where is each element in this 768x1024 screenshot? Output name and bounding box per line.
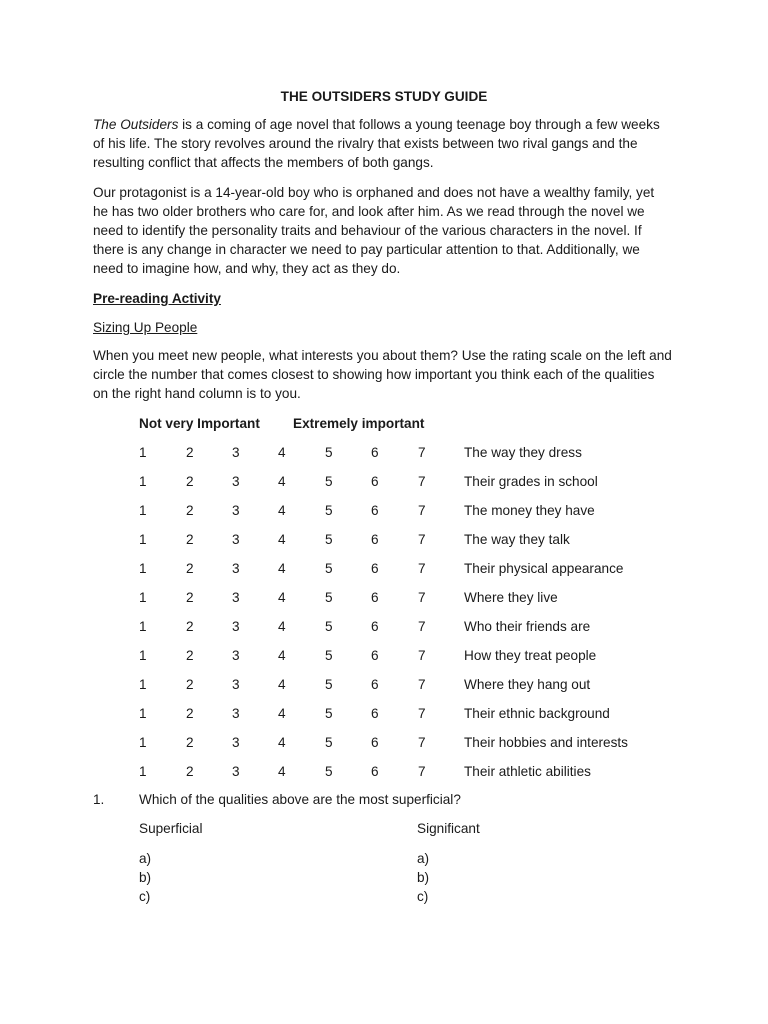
- rating-row: [0, 762, 768, 791]
- rating-option-6[interactable]: 6: [371, 590, 379, 605]
- quality-label: Their athletic abilities: [464, 764, 591, 779]
- rating-option-3[interactable]: 3: [232, 561, 240, 576]
- intro-paragraph: [93, 115, 673, 172]
- rating-option-7[interactable]: 7: [418, 706, 426, 721]
- prereading-heading: Pre-reading Activity: [93, 291, 221, 306]
- rating-row: [0, 559, 768, 588]
- rating-row: [0, 472, 768, 501]
- rating-option-1[interactable]: 1: [139, 764, 147, 779]
- rating-option-6[interactable]: 6: [371, 735, 379, 750]
- rating-row: [0, 617, 768, 646]
- rating-option-2[interactable]: 2: [186, 445, 194, 460]
- answer-label: a): [417, 851, 430, 866]
- rating-option-3[interactable]: 3: [232, 474, 240, 489]
- rating-option-6[interactable]: 6: [371, 764, 379, 779]
- rating-option-2[interactable]: 2: [186, 735, 194, 750]
- rating-option-7[interactable]: 7: [418, 764, 426, 779]
- rating-option-4[interactable]: 4: [278, 532, 286, 547]
- rating-option-1[interactable]: 1: [139, 561, 147, 576]
- rating-option-5[interactable]: 5: [325, 503, 333, 518]
- superficial-column-heading: Superficial: [139, 821, 203, 836]
- protagonist-paragraph: Our protagonist is a 14-year-old boy who is orphaned and does not have a wealthy family, yet he has two older brothers who care for, and look after him. As we read through the novel we need to identify the personality traits and behaviour of the various characters in the novel. If there is any change in character we need to pay particular attention to that. Additionally, we need to imagine how, and why, they act as they do.: [93, 185, 655, 276]
- rating-option-7[interactable]: 7: [418, 735, 426, 750]
- rating-option-2[interactable]: 2: [186, 474, 194, 489]
- rating-row: [0, 675, 768, 704]
- rating-option-2[interactable]: 2: [186, 503, 194, 518]
- question-text: Which of the qualities above are the most superficial?: [139, 792, 461, 807]
- rating-row: [0, 646, 768, 675]
- rating-option-3[interactable]: 3: [232, 445, 240, 460]
- rating-option-6[interactable]: 6: [371, 532, 379, 547]
- rating-option-3[interactable]: 3: [232, 764, 240, 779]
- rating-option-5[interactable]: 5: [325, 474, 333, 489]
- rating-row: [0, 530, 768, 559]
- significant-column-heading: Significant: [417, 821, 480, 836]
- intro-text: is a coming of age novel that follows a young teenage boy through a few weeks of his life. The story revolves around the rivalry that exists between two rival gangs and the resulting conflict that affects the members of both gangs.: [93, 117, 660, 170]
- rating-row: [0, 501, 768, 530]
- rating-option-1[interactable]: 1: [139, 445, 147, 460]
- quality-label: Where they hang out: [464, 677, 591, 692]
- answer-label: c): [139, 889, 151, 904]
- sizing-heading: Sizing Up People: [93, 320, 198, 335]
- rating-option-2[interactable]: 2: [186, 561, 194, 576]
- quality-label: How they treat people: [464, 648, 597, 663]
- book-title: The Outsiders: [93, 117, 179, 132]
- rating-option-2[interactable]: 2: [186, 532, 194, 547]
- rating-option-1[interactable]: 1: [139, 474, 147, 489]
- rating-option-3[interactable]: 3: [232, 735, 240, 750]
- rating-option-5[interactable]: 5: [325, 677, 333, 692]
- quality-label: Who their friends are: [464, 619, 591, 634]
- rating-option-6[interactable]: 6: [371, 561, 379, 576]
- rating-option-4[interactable]: 4: [278, 764, 286, 779]
- rating-option-4[interactable]: 4: [278, 590, 286, 605]
- rating-option-5[interactable]: 5: [325, 619, 333, 634]
- rating-option-7[interactable]: 7: [418, 532, 426, 547]
- rating-option-4[interactable]: 4: [278, 503, 286, 518]
- rating-option-6[interactable]: 6: [371, 619, 379, 634]
- answer-label: c): [417, 889, 429, 904]
- rating-row: [0, 733, 768, 762]
- quality-label: Their grades in school: [464, 474, 598, 489]
- rating-option-2[interactable]: 2: [186, 677, 194, 692]
- rating-option-4[interactable]: 4: [278, 677, 286, 692]
- answer-label: a): [139, 851, 152, 866]
- rating-option-1[interactable]: 1: [139, 706, 147, 721]
- rating-option-6[interactable]: 6: [371, 474, 379, 489]
- rating-option-6[interactable]: 6: [371, 677, 379, 692]
- rating-table: [0, 443, 768, 791]
- rating-option-2[interactable]: 2: [186, 619, 194, 634]
- rating-option-4[interactable]: 4: [278, 706, 286, 721]
- rating-option-5[interactable]: 5: [325, 532, 333, 547]
- rating-option-6[interactable]: 6: [371, 648, 379, 663]
- rating-option-7[interactable]: 7: [418, 677, 426, 692]
- rating-option-7[interactable]: 7: [418, 648, 426, 663]
- rating-option-5[interactable]: 5: [325, 590, 333, 605]
- rating-option-3[interactable]: 3: [232, 706, 240, 721]
- rating-option-7[interactable]: 7: [418, 561, 426, 576]
- rating-option-3[interactable]: 3: [232, 619, 240, 634]
- rating-option-5[interactable]: 5: [325, 706, 333, 721]
- rating-option-7[interactable]: 7: [418, 619, 426, 634]
- rating-option-4[interactable]: 4: [278, 619, 286, 634]
- rating-option-5[interactable]: 5: [325, 445, 333, 460]
- rating-option-3[interactable]: 3: [232, 648, 240, 663]
- rating-option-2[interactable]: 2: [186, 706, 194, 721]
- rating-option-5[interactable]: 5: [325, 648, 333, 663]
- rating-row: [0, 588, 768, 617]
- scale-high-label: Extremely important: [293, 416, 425, 431]
- rating-option-4[interactable]: 4: [278, 561, 286, 576]
- answer-label: b): [139, 870, 152, 885]
- rating-option-4[interactable]: 4: [278, 474, 286, 489]
- rating-option-6[interactable]: 6: [371, 706, 379, 721]
- quality-label: Where they live: [464, 590, 558, 605]
- rating-option-1[interactable]: 1: [139, 648, 147, 663]
- rating-option-7[interactable]: 7: [418, 474, 426, 489]
- page-title: THE OUTSIDERS STUDY GUIDE: [280, 89, 488, 104]
- quality-label: Their ethnic background: [464, 706, 610, 721]
- rating-option-1[interactable]: 1: [139, 532, 147, 547]
- quality-label: The way they dress: [464, 445, 582, 460]
- rating-option-2[interactable]: 2: [186, 590, 194, 605]
- quality-label: Their physical appearance: [464, 561, 624, 576]
- rating-option-3[interactable]: 3: [232, 590, 240, 605]
- rating-option-2[interactable]: 2: [186, 648, 194, 663]
- rating-option-7[interactable]: 7: [418, 445, 426, 460]
- rating-option-5[interactable]: 5: [325, 764, 333, 779]
- quality-label: The way they talk: [464, 532, 570, 547]
- rating-option-6[interactable]: 6: [371, 503, 379, 518]
- rating-option-3[interactable]: 3: [232, 503, 240, 518]
- rating-option-3[interactable]: 3: [232, 532, 240, 547]
- instructions-paragraph: When you meet new people, what interests you about them? Use the rating scale on the left and circle the number that comes closest to showing how important you think each of the qualities on the right hand column is to you.: [93, 348, 672, 401]
- rating-option-5[interactable]: 5: [325, 561, 333, 576]
- rating-option-1[interactable]: 1: [139, 735, 147, 750]
- rating-row: [0, 704, 768, 733]
- significant-answers: [417, 849, 429, 906]
- quality-label: The money they have: [464, 503, 595, 518]
- rating-option-5[interactable]: 5: [325, 735, 333, 750]
- question-number: 1.: [93, 792, 105, 807]
- rating-option-3[interactable]: 3: [232, 677, 240, 692]
- rating-option-2[interactable]: 2: [186, 764, 194, 779]
- rating-option-7[interactable]: 7: [418, 503, 426, 518]
- rating-row: [0, 443, 768, 472]
- rating-option-1[interactable]: 1: [139, 503, 147, 518]
- rating-option-7[interactable]: 7: [418, 590, 426, 605]
- rating-option-1[interactable]: 1: [139, 590, 147, 605]
- scale-low-label: Not very Important: [139, 416, 260, 431]
- rating-option-1[interactable]: 1: [139, 619, 147, 634]
- rating-option-6[interactable]: 6: [371, 445, 379, 460]
- superficial-answers: [139, 849, 151, 906]
- rating-option-1[interactable]: 1: [139, 677, 147, 692]
- answer-label: b): [417, 870, 430, 885]
- rating-option-4[interactable]: 4: [278, 445, 286, 460]
- quality-label: Their hobbies and interests: [464, 735, 628, 750]
- rating-option-4[interactable]: 4: [278, 735, 286, 750]
- rating-option-4[interactable]: 4: [278, 648, 286, 663]
